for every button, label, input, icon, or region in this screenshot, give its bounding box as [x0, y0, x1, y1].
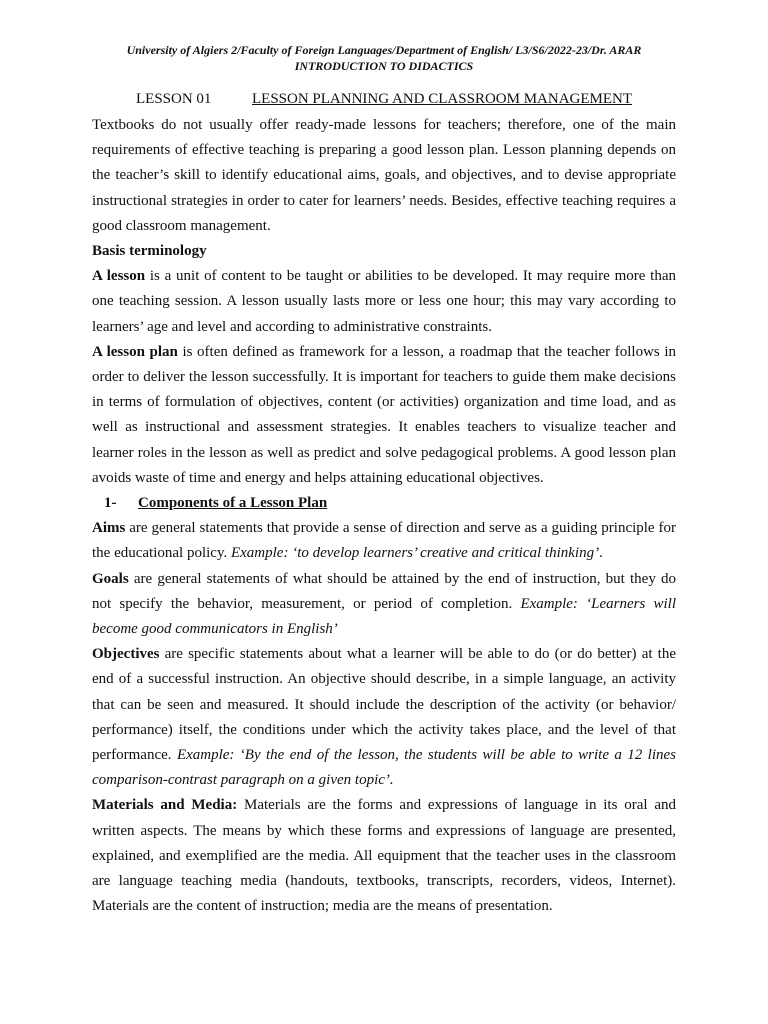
- lesson-term: A lesson: [92, 268, 146, 285]
- objectives-paragraph: [92, 642, 676, 793]
- aims-text: are general statements that provide a sense of direction and serve as a guiding principle for the educational policy.: [92, 520, 676, 562]
- document-body: [92, 113, 676, 920]
- section-title: Components of a Lesson Plan: [138, 495, 328, 512]
- lesson-plan-definition-text: is often defined as framework for a lesson, a roadmap that the teacher follows in order to deliver the lesson successfully. It is important for teachers to guide them make decisions in terms of formulation of objectives, content (or activities) organization and time load, and as well as instructional and assessment strategies. It enables teachers to visualize teacher and learner roles in the lesson as well as predict and solve pedagogical problems. A good lesson plan avoids waste of time and energy and helps attaining educational objectives.: [92, 343, 676, 486]
- goals-text: are general statements of what should be attained by the end of instruction, but they do not specify the behavior, measurement, or period of completion.: [92, 570, 676, 612]
- section-number: 1-: [104, 495, 117, 512]
- lesson-title-text: LESSON PLANNING AND CLASSROOM MANAGEMENT: [252, 91, 633, 107]
- lesson-definition-text: is a unit of content to be taught or abilities to be developed. It may require more than one teaching session. A lesson usually lasts more or less one hour; this may vary according to learners’ age and level and according to administrative constraints.: [92, 268, 676, 335]
- intro-paragraph: Textbooks do not usually offer ready-made lessons for teachers; therefore, one of the main requirements of effective teaching is preparing a good lesson plan. Lesson planning depends on the teacher’s skill to identify educational aims, goals, and objectives, and to devise appropriate instructional strategies in order to cater for learners’ needs. Besides, effective teaching requires a good classroom management.: [92, 117, 676, 234]
- objectives-text: are specific statements about what a learner will be able to do (or do better) at the end of a successful instruction. An objective should describe, in a simple language, an activity that can be seen and measured. It should include the description of the activity (or behavior/ performance) itself, the conditions under which the activity takes place, and the level of that performance.: [92, 646, 676, 764]
- goals-example: Example: ‘Learners will become good communicators in English’: [92, 595, 676, 638]
- goals-term: Goals: [92, 570, 129, 587]
- lesson-number: LESSON 01: [136, 91, 212, 107]
- page-header: [60, 42, 708, 74]
- lesson-title: [136, 89, 696, 109]
- aims-tail: .: [599, 545, 603, 562]
- aims-term: Aims: [92, 520, 126, 537]
- objectives-term: Objectives: [92, 646, 160, 663]
- lesson-plan-term: A lesson plan: [92, 343, 178, 360]
- materials-term: Materials and Media:: [92, 797, 238, 814]
- aims-example: Example: ‘to develop learners’ creative and critical thinking’: [230, 545, 600, 562]
- basis-terminology-heading: Basis terminology: [92, 243, 207, 260]
- section-heading-components: [92, 491, 676, 516]
- materials-text: Materials are the forms and expressions of language in its oral and written aspects. The means by which these forms and expressions of language are presented, explained, and exemplified are the media. All equipment that the teacher uses in the classroom are language teaching media (handouts, textbooks, transcripts, recorders, videos, Internet). Materials are the content of instruction; media are the means of presentation.: [92, 797, 676, 915]
- header-line-2: INTRODUCTION TO DIDACTICS: [294, 59, 474, 73]
- goals-paragraph: [92, 567, 676, 643]
- objectives-example: Example: ‘By the end of the lesson, the students will be able to write a 12 lines comparison-contrast paragraph on a given topic’.: [92, 747, 676, 789]
- header-line-1: University of Algiers 2/Faculty of Foreign Languages/Department of English/ L3/S6/2022-23/Dr. ARAR: [126, 43, 642, 57]
- aims-paragraph: [92, 516, 676, 566]
- materials-paragraph: [92, 793, 676, 919]
- lesson-definition: [92, 264, 676, 340]
- lesson-plan-definition: [92, 340, 676, 491]
